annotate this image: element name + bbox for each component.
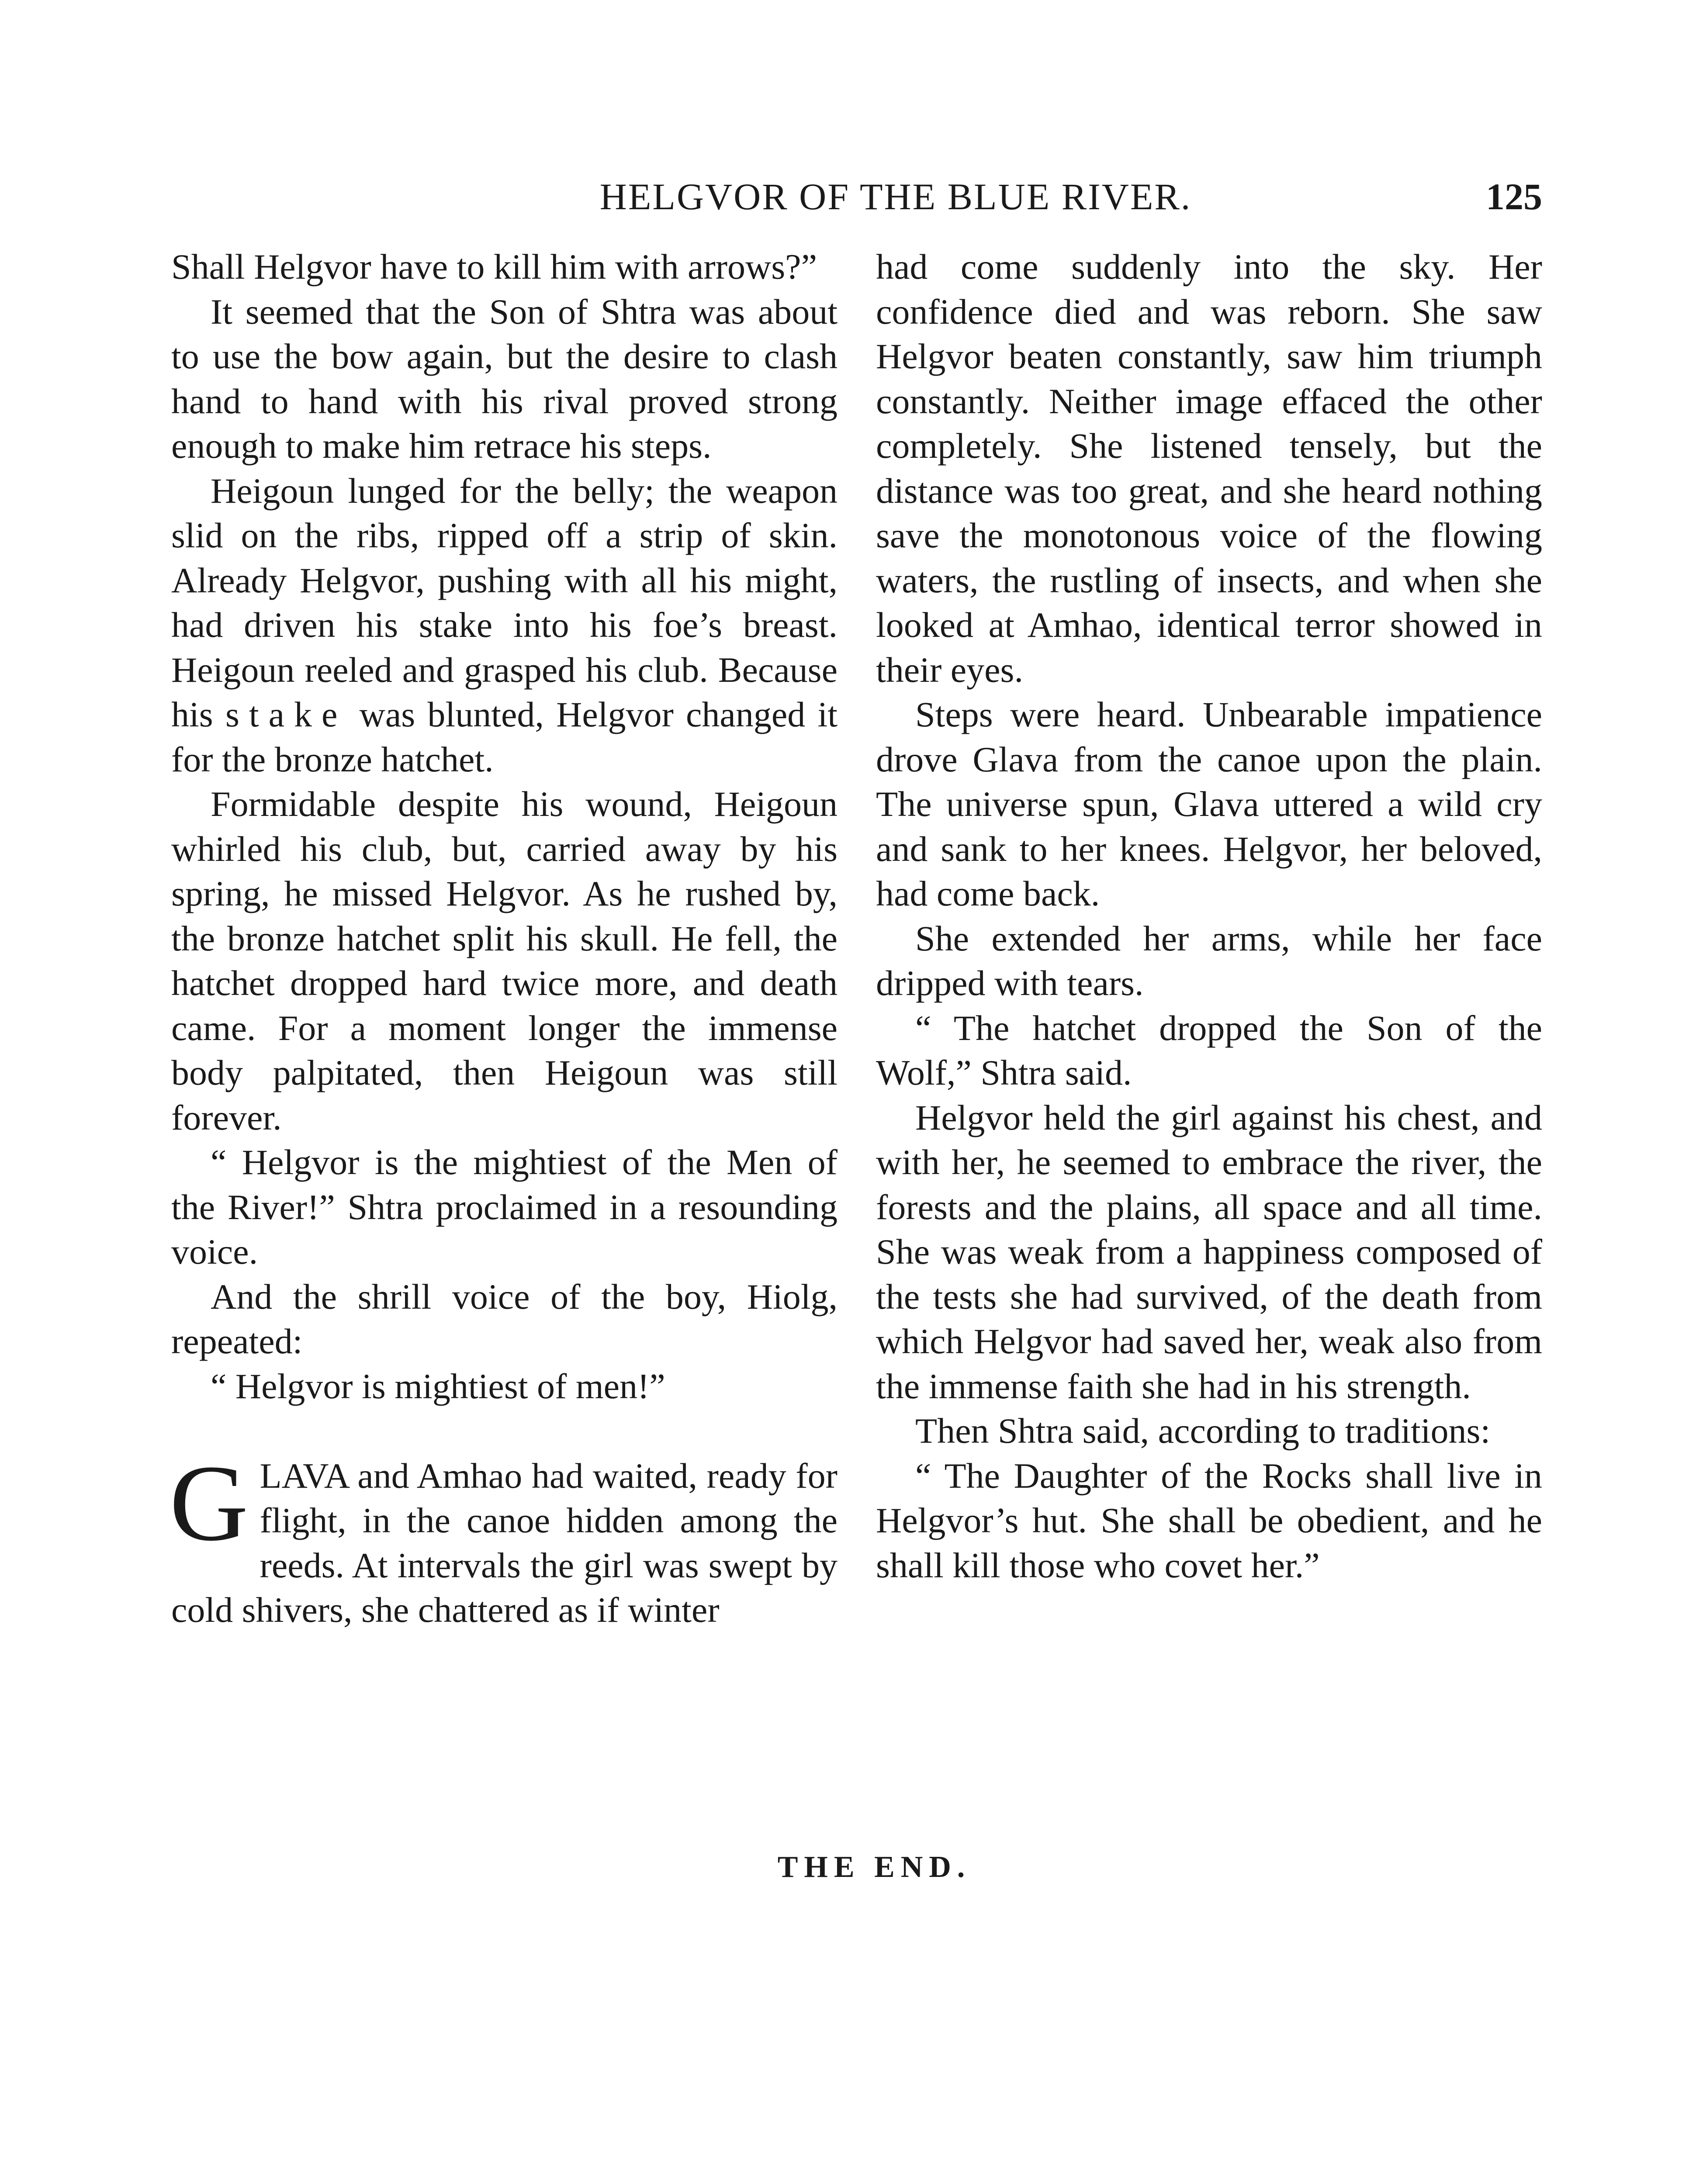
paragraph: She extended her arms, while her face dripped with tears. bbox=[876, 918, 1542, 1003]
running-head bbox=[170, 173, 1542, 221]
section-start-paragraph bbox=[170, 1442, 838, 1633]
paragraph: “ The Daughter of the Rocks shall live in Helgvor’s hut. She shall be obedient, and he shall kill those who covet her.” bbox=[876, 1455, 1542, 1585]
spaced-word: stake bbox=[225, 695, 347, 734]
paragraph: Then Shtra said, according to traditions: bbox=[915, 1411, 1491, 1451]
paragraph: Formidable despite his wound, Heigoun whirled his club, but, carried away by his spring, he missed Helgvor. As he rushed by, the bronze hatchet split his skull. He fell, the hatchet dropped hard twice more, and death came. For a moment longer the immense body palpitated, then Heigoun was still forever. bbox=[171, 784, 838, 1137]
paragraph bbox=[171, 469, 838, 782]
paragraph: “ Helgvor is mightiest of men!” bbox=[211, 1366, 665, 1406]
paragraph: And the shrill voice of the boy, Hiolg, repeated: bbox=[171, 1276, 838, 1361]
right-column bbox=[876, 245, 1542, 1588]
running-title: HELGVOR OF THE BLUE RIVER. bbox=[599, 176, 1192, 218]
paragraph: had come suddenly into the sky. Her confidence died and was reborn. She saw Helgvor beaten constantly, saw him triumph constantly. Neither image effaced the other completely. She listened tensely, but the distance was too great, and she heard nothing save the monotonous voice of the flowing waters, the rustling of insects, and when she looked at Amhao, identical terror showed in their eyes. bbox=[876, 247, 1542, 690]
drop-cap: G bbox=[170, 1442, 249, 1564]
paragraph-text: was blunted, Helgvor changed it for the bronze hatchet. bbox=[171, 695, 838, 779]
paragraph: Shall Helgvor have to kill him with arrows?” bbox=[171, 247, 817, 287]
paragraph: “ Helgvor is the mightiest of the Men of the River!” Shtra proclaimed in a resounding voice. bbox=[171, 1142, 838, 1272]
paragraph-text: LAVA and Amhao had waited, ready for flight, in the canoe hidden among the reeds. At intervals the girl was swept by cold shivers, she chattered as if winter bbox=[171, 1455, 838, 1630]
paragraph: “ The hatchet dropped the Son of the Wolf,” Shtra said. bbox=[876, 1008, 1542, 1092]
left-column bbox=[171, 245, 838, 1633]
paragraph: Steps were heard. Unbearable impatience drove Glava from the canoe upon the plain. The universe spun, Glava uttered a wild cry and sank to her knees. Helgvor, her beloved, had come back. bbox=[876, 695, 1542, 913]
the-end-label: THE END. bbox=[777, 1850, 971, 1884]
paragraph-text: Heigoun lunged for the belly; the weapon slid on the ribs, ripped off a strip of skin. Already Helgvor, pushing with all his might, had driven his stake into his foe’s breast. Heigoun reeled and grasped his club. Because his bbox=[171, 470, 838, 734]
paragraph: Helgvor held the girl against his chest, and with her, he seemed to embrace the river, the forests and the plains, all space and all time. She was weak from a happiness composed of the tests she had survived, of the death from which Helgvor had saved her, weak also from the immense faith she had in his strength. bbox=[876, 1097, 1542, 1406]
page-number: 125 bbox=[1486, 176, 1542, 218]
paragraph: It seemed that the Son of Shtra was about to use the bow again, but the desire to clash hand to hand with his rival proved strong enough to make him retrace his steps. bbox=[171, 291, 838, 466]
